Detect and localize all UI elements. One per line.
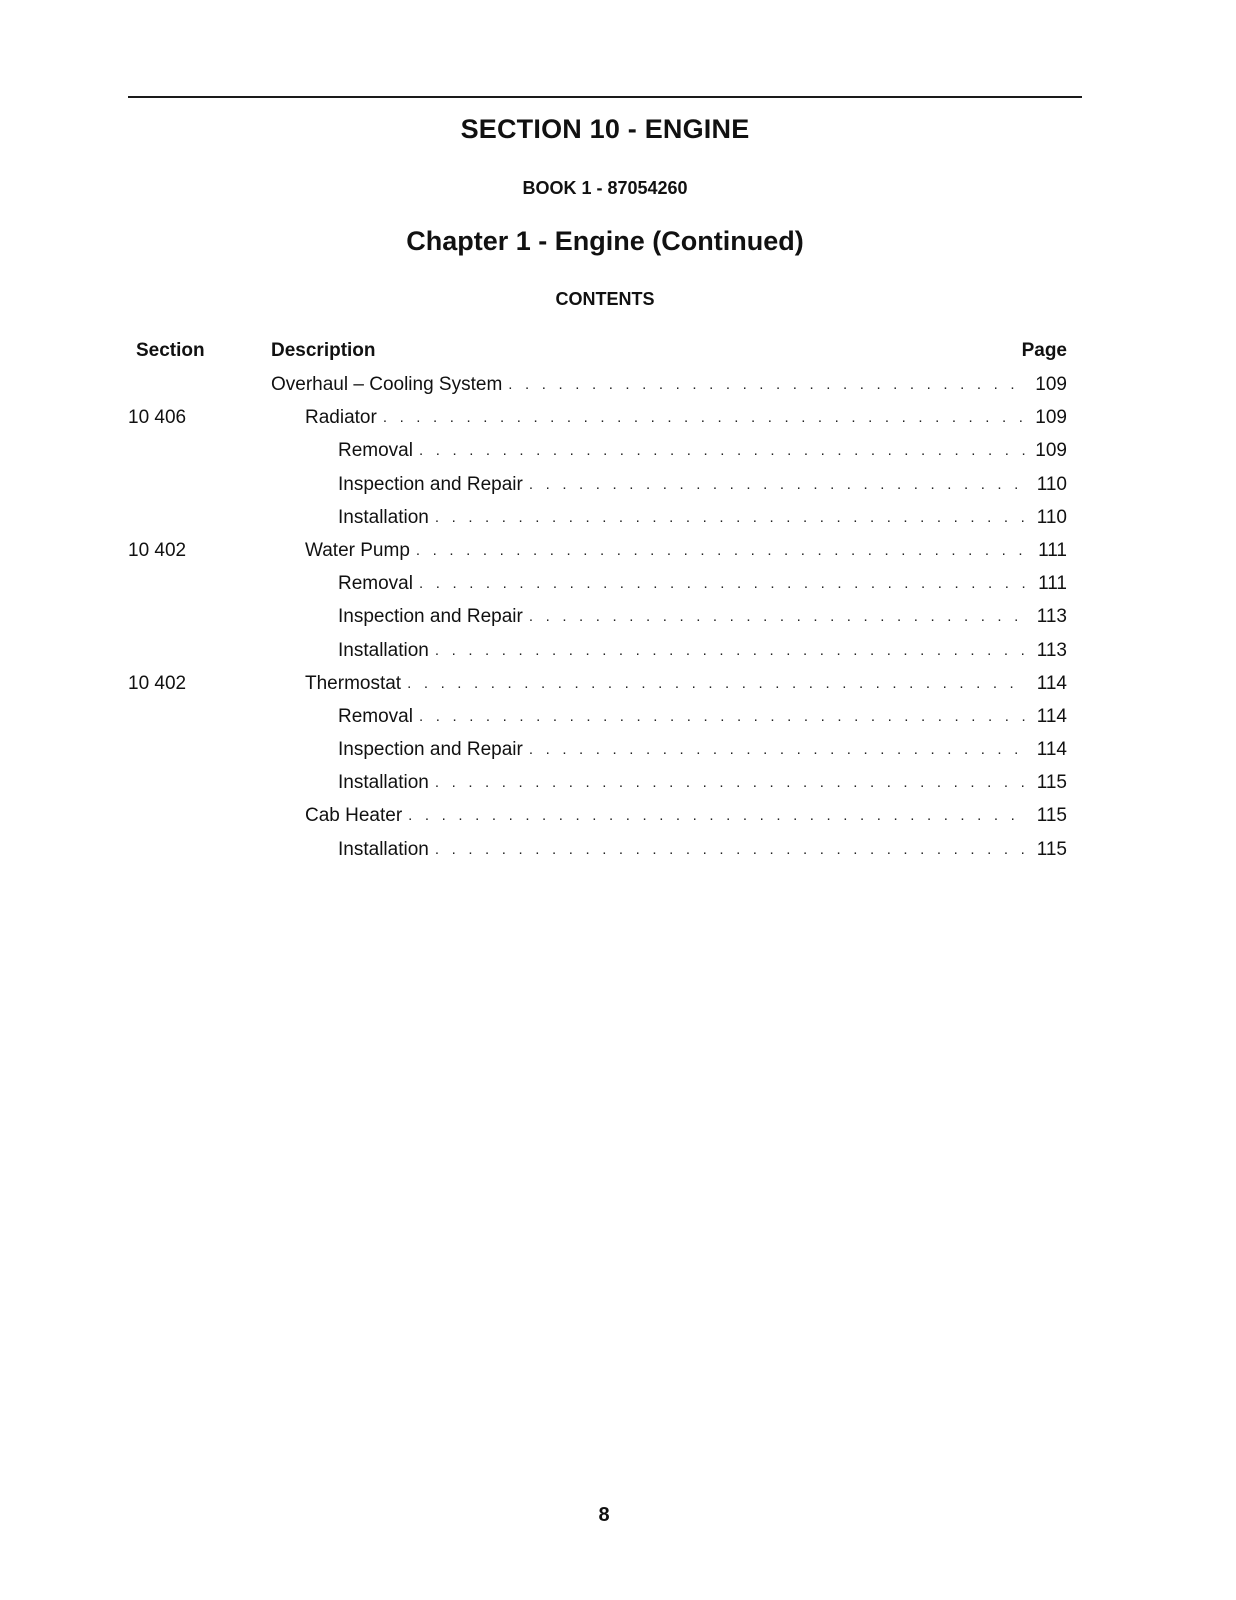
dot-leader [435, 837, 1025, 863]
column-header-section: Section [136, 340, 205, 361]
toc-page: 109 [1035, 374, 1067, 395]
column-header-page: Page [1021, 340, 1067, 361]
toc-page: 111 [1038, 573, 1067, 595]
toc-row [0, 671, 1236, 704]
toc-entry [338, 704, 1067, 730]
toc-entry [338, 438, 1067, 464]
toc-page: 109 [1035, 440, 1067, 462]
dot-leader [419, 571, 1025, 597]
toc-description: Overhaul – Cooling System [271, 374, 503, 395]
toc-description: Radiator [305, 407, 377, 429]
toc-page: 114 [1036, 672, 1067, 694]
toc-entry [338, 737, 1067, 763]
toc-description: Water Pump [305, 539, 410, 561]
toc-row [0, 837, 1236, 870]
table-of-contents [0, 372, 1236, 870]
toc-row [0, 704, 1236, 737]
dot-leader [416, 538, 1025, 564]
page-number: 8 [598, 1504, 610, 1526]
toc-description: Removal [338, 573, 413, 595]
toc-description: Inspection and Repair [338, 473, 523, 495]
dot-leader [435, 638, 1025, 664]
toc-row [0, 604, 1236, 637]
toc-page: 110 [1036, 506, 1067, 528]
toc-description: Installation [338, 639, 429, 661]
dot-leader [383, 405, 1025, 431]
toc-row [0, 638, 1236, 671]
toc-page: 113 [1036, 639, 1067, 661]
toc-row [0, 372, 1236, 405]
toc-entry [305, 405, 1067, 431]
dot-leader [435, 505, 1025, 531]
toc-section-number: 10 406 [128, 407, 187, 429]
toc-description: Thermostat [305, 672, 402, 694]
toc-row [0, 571, 1236, 604]
dot-leader [407, 671, 1025, 697]
toc-row [0, 438, 1236, 471]
toc-row [0, 538, 1236, 571]
toc-page: 110 [1036, 473, 1067, 495]
toc-row [0, 770, 1236, 803]
section-title: SECTION 10 - ENGINE [460, 114, 750, 144]
toc-description: Installation [338, 772, 429, 794]
toc-description: Inspection and Repair [338, 739, 523, 761]
toc-entry [338, 770, 1067, 796]
toc-page: 114 [1036, 739, 1067, 761]
toc-page: 115 [1036, 805, 1067, 827]
dot-leader [529, 472, 1025, 498]
toc-row [0, 737, 1236, 770]
toc-description: Removal [338, 705, 413, 727]
toc-page: 109 [1035, 407, 1067, 429]
toc-page: 113 [1036, 606, 1067, 628]
toc-entry [338, 571, 1067, 597]
toc-row [0, 505, 1236, 538]
dot-leader [408, 803, 1025, 829]
toc-description: Removal [338, 440, 413, 462]
column-header-description: Description [271, 340, 376, 361]
toc-row [0, 405, 1236, 438]
toc-page: 115 [1036, 838, 1067, 860]
toc-entry [338, 505, 1067, 531]
toc-description: Installation [338, 506, 429, 528]
contents-title: CONTENTS [555, 289, 655, 309]
toc-entry [305, 671, 1067, 697]
book-title: BOOK 1 - 87054260 [522, 178, 688, 198]
toc-entry [338, 837, 1067, 863]
dot-leader [529, 604, 1025, 630]
toc-entry [338, 604, 1067, 630]
top-rule [128, 96, 1082, 98]
dot-leader [508, 372, 1025, 398]
toc-entry [305, 803, 1067, 829]
toc-entry [338, 638, 1067, 664]
toc-entry [338, 472, 1067, 498]
chapter-title: Chapter 1 - Engine (Continued) [406, 226, 804, 256]
toc-section-number: 10 402 [128, 539, 187, 561]
toc-description: Inspection and Repair [338, 606, 523, 628]
dot-leader [419, 704, 1025, 730]
toc-page: 115 [1036, 772, 1067, 794]
toc-entry [305, 538, 1067, 564]
toc-row [0, 803, 1236, 836]
dot-leader [419, 438, 1025, 464]
dot-leader [435, 770, 1025, 796]
toc-description: Cab Heater [305, 805, 403, 827]
toc-row [0, 472, 1236, 505]
toc-section-number: 10 402 [128, 672, 187, 694]
toc-page: 114 [1036, 705, 1067, 727]
toc-description: Installation [338, 838, 429, 860]
toc-entry [271, 372, 1067, 398]
toc-page: 111 [1038, 539, 1067, 561]
dot-leader [529, 737, 1025, 763]
